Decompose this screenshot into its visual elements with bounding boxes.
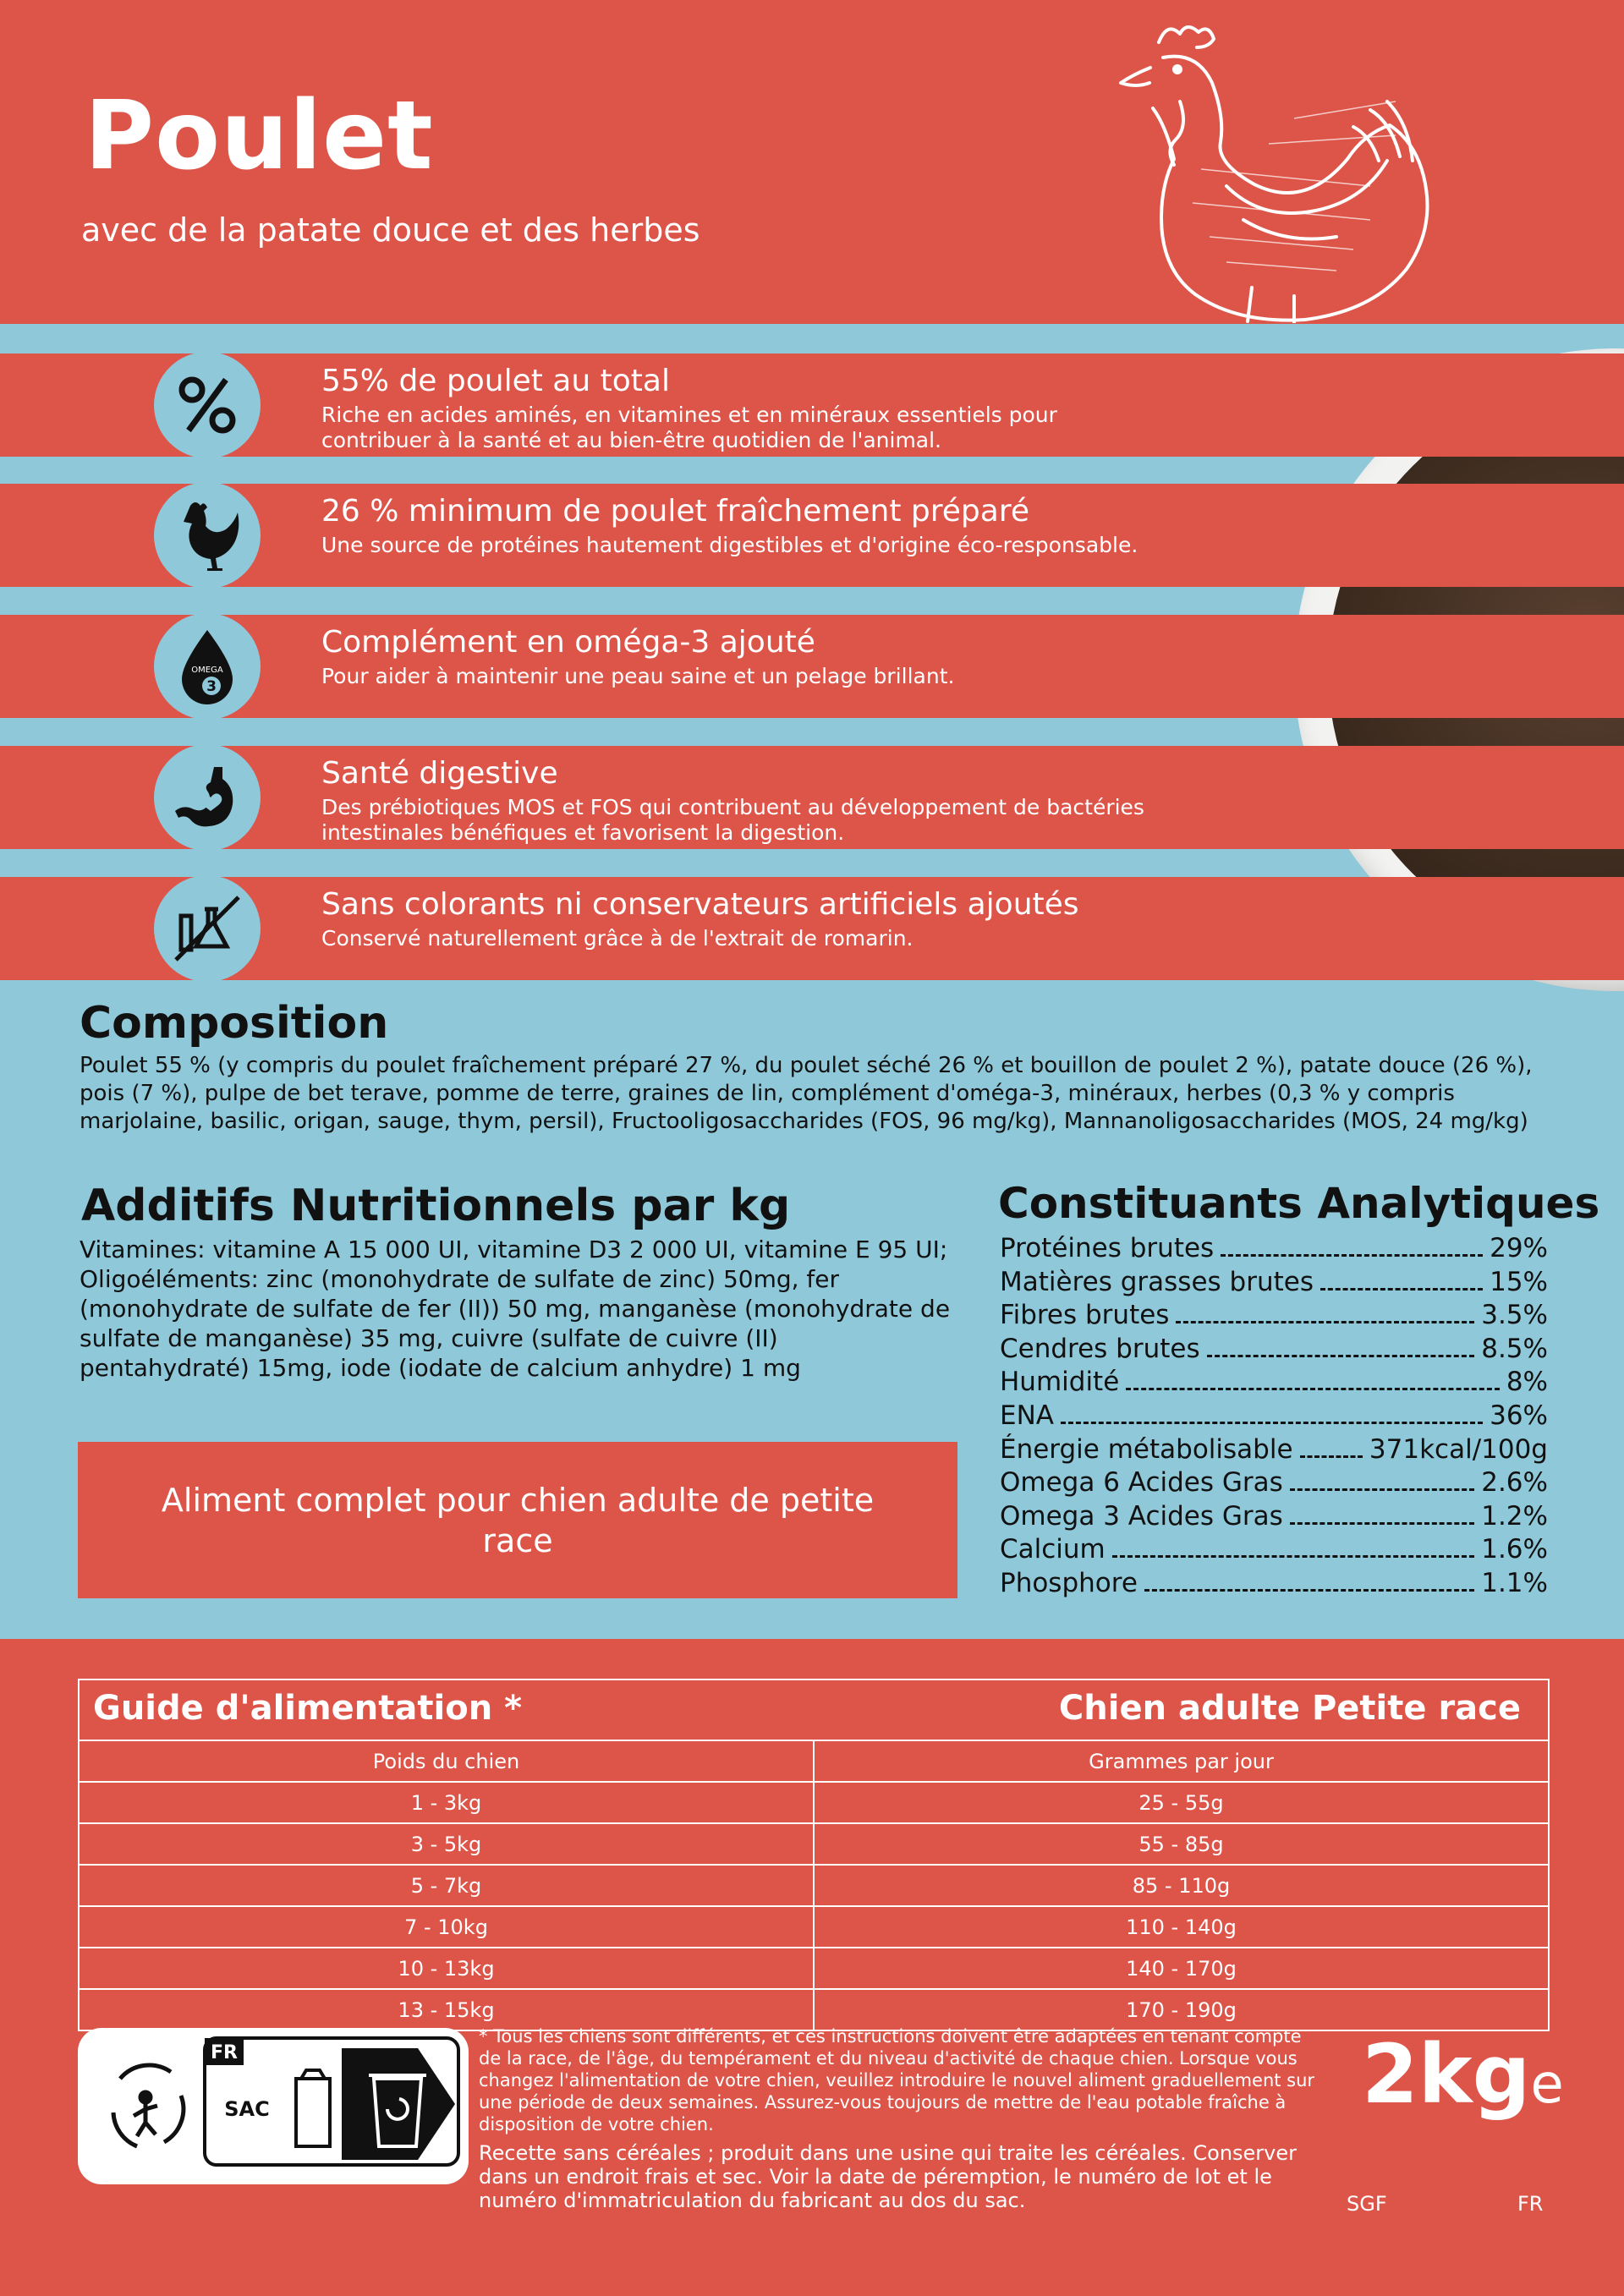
analytiques-list xyxy=(1000,1233,1548,1602)
analytiques-heading: Constituants Analytiques xyxy=(998,1179,1600,1228)
analytiques-row xyxy=(1000,1467,1548,1501)
leader-dashes xyxy=(1290,1522,1474,1525)
grams-cell: 110 - 140g xyxy=(1126,1915,1237,1939)
leader-dashes xyxy=(1176,1321,1474,1323)
omega-icon-number: 3 xyxy=(206,678,217,695)
analytiques-row xyxy=(1000,1434,1548,1468)
feature-band xyxy=(0,877,1624,980)
product-code: SGF xyxy=(1347,2192,1387,2216)
recycling-item: SAC xyxy=(224,2097,270,2121)
weight-cell: 13 - 15kg xyxy=(80,1990,815,2030)
feature-description: Des prébiotiques MOS et FOS qui contribuent au développement de bactéries intestinales bénéfiques et favorisent la digestion. xyxy=(321,795,1144,845)
weight-cell: 7 - 10kg xyxy=(80,1907,815,1947)
feature-title: Santé digestive xyxy=(321,756,558,791)
leader-dashes xyxy=(1300,1455,1363,1458)
omega3-drop-icon xyxy=(154,613,261,720)
feature-band xyxy=(0,746,1624,849)
constituent-value: 1.1% xyxy=(1481,1567,1548,1598)
weight-cell: 5 - 7kg xyxy=(80,1866,815,1905)
constituent-value: 1.2% xyxy=(1481,1500,1548,1532)
feature-description: Pour aider à maintenir une peau saine et un pelage brillant. xyxy=(321,664,955,688)
table-row xyxy=(80,1824,1548,1866)
constituent-value: 8% xyxy=(1506,1367,1548,1398)
analytiques-row xyxy=(1000,1534,1548,1568)
feature-title: 55% de poulet au total xyxy=(321,364,670,398)
language-code: FR xyxy=(1517,2192,1544,2216)
table-header-row xyxy=(80,1741,1548,1783)
hen-illustration-icon xyxy=(1100,17,1472,323)
analytiques-row xyxy=(1000,1501,1548,1535)
product-subtitle: avec de la patate douce et des herbes xyxy=(81,211,700,249)
feature-description: Une source de protéines hautement digestibles et d'origine éco-responsable. xyxy=(321,533,1138,557)
recycling-info-logo xyxy=(78,2028,469,2184)
constituent-label: Omega 6 Acides Gras xyxy=(1000,1467,1283,1499)
analytiques-row xyxy=(1000,1300,1548,1334)
analytiques-row xyxy=(1000,1233,1548,1267)
constituent-label: Fibres brutes xyxy=(1000,1300,1170,1331)
analytiques-row xyxy=(1000,1568,1548,1602)
constituent-label: Protéines brutes xyxy=(1000,1233,1215,1263)
feature-description: Riche en acides aminés, en vitamines et en minéraux essentiels pour contribuer à la santé et au bien-être quotidien de l'animal. xyxy=(321,403,1057,452)
weight-cell: 3 - 5kg xyxy=(80,1824,815,1864)
table-row xyxy=(80,1783,1548,1824)
analytiques-row xyxy=(1000,1267,1548,1301)
feeding-guide-subtitle: Chien adulte Petite race xyxy=(1058,1689,1521,1728)
feature-title: Complément en oméga-3 ajouté xyxy=(321,625,815,660)
feeding-guide-table xyxy=(78,1679,1550,2031)
feeding-footnote: * Tous les chiens sont différents, et ces instructions doivent être adaptées en tenant compte de la race, de l'âge, du tempérament et du niveau d'activité de chaque chien. Lorsque vous changez l'alimentation de votre chien, veuillez introduire le nouvel aliment graduellement sur une période de deux semaines. Assurez-vous toujours de mettre de l'eau potable fraîche à disposition de votre chien. xyxy=(479,2026,1315,2134)
constituent-value: 8.5% xyxy=(1481,1333,1548,1364)
constituent-label: Cendres brutes xyxy=(1000,1333,1200,1364)
leader-dashes xyxy=(1126,1388,1500,1390)
percent-icon xyxy=(154,352,261,458)
constituent-value: 36% xyxy=(1490,1400,1548,1431)
column-header-grams: Grammes par jour xyxy=(1089,1749,1274,1773)
feeding-guide-header xyxy=(80,1680,1548,1741)
constituent-label: ENA xyxy=(1000,1400,1054,1431)
leader-dashes xyxy=(1112,1555,1474,1558)
hen-icon xyxy=(154,482,261,589)
feeding-guide-title: Guide d'alimentation * xyxy=(93,1689,523,1728)
leader-dashes xyxy=(1290,1488,1474,1491)
recipe-note: Recette sans céréales ; produit dans une usine qui traite les céréales. Conserver dans un endroit frais et sec. Voir la date de péremption, le numéro de lot et le numéro d'immatriculation du fabricant au dos du sac. xyxy=(479,2141,1298,2212)
constituent-label: Énergie métabolisable xyxy=(1000,1433,1293,1465)
net-weight xyxy=(1362,2027,1564,2122)
table-row xyxy=(80,1948,1548,1990)
column-header-weight: Poids du chien xyxy=(80,1741,815,1781)
constituent-value: 1.6% xyxy=(1481,1534,1548,1565)
leader-dashes xyxy=(1144,1589,1474,1592)
grams-cell: 25 - 55g xyxy=(1138,1790,1224,1815)
table-row xyxy=(80,1866,1548,1907)
product-title: Poulet xyxy=(85,81,434,191)
grams-cell: 140 - 170g xyxy=(1126,1956,1237,1981)
composition-heading: Composition xyxy=(80,998,389,1049)
leader-dashes xyxy=(1207,1355,1475,1357)
constituent-label: Humidité xyxy=(1000,1367,1120,1398)
stomach-heart-icon xyxy=(154,744,261,851)
constituent-value: 15% xyxy=(1490,1266,1548,1297)
net-weight-value: 2kg xyxy=(1362,2027,1531,2122)
constituent-value: 29% xyxy=(1490,1233,1548,1263)
analytiques-row xyxy=(1000,1400,1548,1434)
leader-dashes xyxy=(1221,1254,1483,1257)
table-row xyxy=(80,1907,1548,1948)
leader-dashes xyxy=(1061,1422,1483,1424)
constituent-label: Omega 3 Acides Gras xyxy=(1000,1500,1283,1532)
grams-cell: 170 - 190g xyxy=(1126,1997,1237,2022)
feature-title: 26 % minimum de poulet fraîchement préparé xyxy=(321,494,1029,529)
additifs-heading: Additifs Nutritionnels par kg xyxy=(81,1181,791,1231)
feature-band xyxy=(0,615,1624,718)
omega-icon-label: OMEGA xyxy=(191,666,223,675)
grams-cell: 85 - 110g xyxy=(1132,1873,1231,1898)
header-banner xyxy=(0,0,1624,324)
grams-cell: 55 - 85g xyxy=(1138,1832,1224,1856)
constituent-value: 3.5% xyxy=(1481,1300,1548,1331)
feature-band xyxy=(0,484,1624,587)
complete-food-label: Aliment complet pour chien adulte de petite race xyxy=(161,1481,875,1559)
constituent-label: Phosphore xyxy=(1000,1567,1138,1598)
constituent-label: Matières grasses brutes xyxy=(1000,1266,1314,1297)
additifs-text: Vitamines: vitamine A 15 000 UI, vitamine D3 2 000 UI, vitamine E 95 UI; Oligoéléments: zinc (monohydrate de sulfate de zinc) 50mg, fer (monohydrate de sulfate de fer (II)) 50 mg, manganèse (monohydrate de sulfate de manganèse) 35 mg, cuivre (sulfate de cuivre (II) pentahydraté) 15mg, iode (iodate de calcium anhydre) 1 mg xyxy=(80,1236,951,1382)
analytiques-row xyxy=(1000,1367,1548,1400)
constituent-value: 2.6% xyxy=(1481,1467,1548,1499)
constituent-label: Calcium xyxy=(1000,1534,1106,1565)
table-row xyxy=(80,1990,1548,2030)
feature-band xyxy=(0,353,1624,457)
weight-cell: 1 - 3kg xyxy=(80,1783,815,1822)
recycling-country: FR xyxy=(211,2042,238,2063)
feature-title: Sans colorants ni conservateurs artificiels ajoutés xyxy=(321,887,1079,922)
no-chemicals-icon xyxy=(154,875,261,982)
constituent-value: 371kcal/100g xyxy=(1369,1433,1548,1465)
feature-description: Conservé naturellement grâce à de l'extrait de romarin. xyxy=(321,926,914,951)
composition-text: Poulet 55 % (y compris du poulet fraîchement préparé 27 %, du poulet séché 26 % et bouillon de poulet 2 %), patate douce (26 %), pois (7 %), pulpe de bet terave, pomme de terre, graines de lin, complément d'oméga-3, minéraux, herbes (0,3 % y compris marjolaine, basilic, origan, sauge, thym, persil), Fructooligosaccharides (FOS, 96 mg/kg), Mannanoligosaccharides (MOS, 24 mg/kg) xyxy=(80,1053,1533,1134)
complete-food-box xyxy=(78,1442,957,1598)
triman-icon xyxy=(113,2065,184,2146)
estimated-mark: e xyxy=(1530,2053,1564,2116)
analytiques-row xyxy=(1000,1334,1548,1367)
weight-cell: 10 - 13kg xyxy=(80,1948,815,1988)
leader-dashes xyxy=(1320,1288,1483,1290)
